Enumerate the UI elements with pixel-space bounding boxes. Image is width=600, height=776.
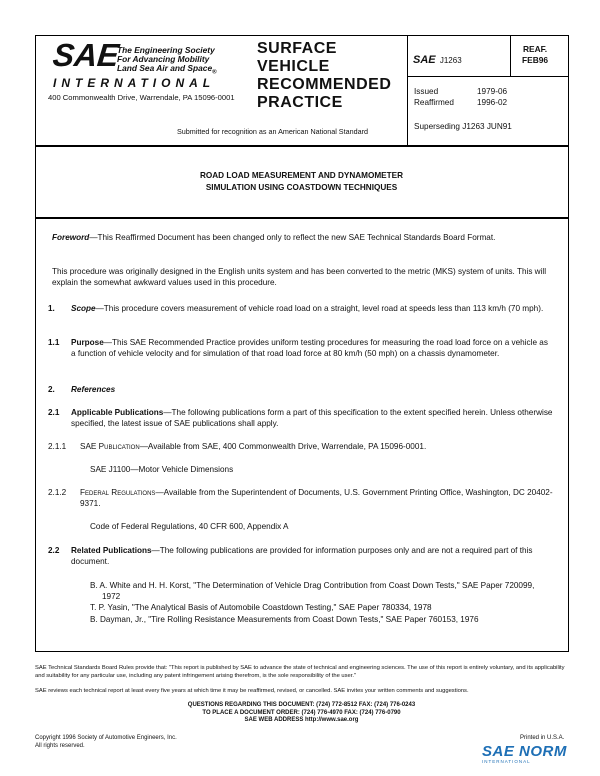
doc-number-block [413, 54, 462, 66]
reaffirmed-label: Reaffirmed [414, 98, 454, 107]
copyright-block [35, 735, 177, 750]
review-statement: SAE reviews each technical report at least every five years at which time it may be reaffirmed, revised, or cancelled. SAE invites your written comments and suggestions. [35, 688, 469, 694]
scope-text: —This procedure covers measurement of vehicle road load on a straight, level road at speeds less than 113 km/h (70 mph). [95, 304, 544, 313]
reference-item: T. P. Yasin, "The Analytical Basis of Automobile Coastdown Testing," SAE Paper 780334, 1978 [90, 603, 432, 613]
sae-publication-text: —Available from SAE, 400 Commonwealth Drive, Warrendale, PA 15096-0001. [139, 442, 427, 451]
section-1 [48, 303, 553, 314]
sae-logo: SAE [51, 37, 121, 73]
foreword-label: Foreword [52, 233, 90, 242]
applicable-publications-label: Applicable Publications [71, 408, 164, 417]
reaffirmed-value: 1996-02 [477, 98, 508, 107]
web-line: SAE WEB ADDRESS http://www.sae.org [244, 717, 359, 724]
federal-regulations-label: Federal Regulations [80, 488, 156, 497]
section-1-num: 1. [48, 304, 55, 313]
related-publications-text: —The following publications are provided for information purposes only and are not a required part of this document. [71, 546, 533, 567]
section-2-2 [48, 545, 553, 567]
reaf-block [522, 44, 548, 66]
foreword [52, 232, 552, 243]
policy-statement: SAE Technical Standards Board Rules provide that: "This report is published by SAE to advance the state of technical and engineering sciences. The use of this report is entirely voluntary, and its applicability and suitability for any particular use, including any patent infringement arising therefrom, is the sole responsibility of the user." [35, 665, 565, 679]
issued-label: Issued [414, 87, 439, 96]
section-2-2-num: 2.2 [48, 546, 60, 555]
reaf-label: REAF. [522, 44, 548, 54]
section-2-1-1 [48, 441, 553, 452]
foreword-text: —This Reaffirmed Document has been changed only to reflect the new SAE Technical Standards Board Format. [89, 233, 496, 242]
sae-publication-label: SAE Publication [80, 442, 140, 451]
purpose-text: —This SAE Recommended Practice provides uniform testing procedures for measuring the road load force on a vehicle as a function of vehicle velocity and for simulation of that road load force at 80 km/h (50 mph) on a chassis dynamometer. [71, 338, 548, 359]
federal-regulations-text: —Available from the Superintendent of Documents, U.S. Government Printing Office, Washington, DC 20402-9371. [80, 488, 553, 509]
section-2-1 [48, 407, 553, 429]
issued-value: 1979-06 [477, 87, 508, 96]
scope-label: Scope [71, 304, 96, 313]
society-line-3: Land Sea Air and Space$_®$ [117, 63, 217, 76]
doc-number: J1263 [439, 56, 462, 65]
section-2-num: 2. [48, 385, 55, 394]
society-name [117, 46, 217, 78]
sae-j1100-ref: SAE J1100—Motor Vehicle Dimensions [90, 465, 234, 474]
submitted-note: Submitted for recognition as an American National Standard [177, 127, 368, 136]
document-type [257, 40, 391, 112]
issue-block [414, 86, 507, 108]
section-2 [48, 384, 553, 395]
references-label: References [71, 385, 116, 394]
section-2-1-2 [48, 487, 553, 509]
society-address: 400 Commonwealth Drive, Warrendale, PA 15096-0001 [48, 93, 235, 102]
section-1-1-num: 1.1 [48, 338, 60, 347]
header-divider-2 [510, 35, 511, 77]
reaf-date: FEB96 [522, 55, 549, 65]
intro-paragraph: This procedure was originally designed in the English units system and has been converted to the metric (MKS) system of units. This will explain the somewhat awkward values used in this procedure. [52, 267, 547, 288]
sae-norm-sub: INTERNATIONAL [482, 759, 531, 764]
title-line-1: ROAD LOAD MEASUREMENT AND DYNAMOMETER [199, 171, 404, 180]
reference-item: B. A. White and H. H. Korst, "The Determination of Vehicle Drag Contribution from Coast Down Tests," SAE Paper 720099, 1972 [90, 581, 535, 602]
society-line-1: The Engineering Society [117, 45, 215, 55]
printed-in: Printed in U.S.A. [520, 735, 565, 741]
international-label: INTERNATIONAL [53, 76, 216, 90]
reference-list [90, 580, 552, 625]
copyright-line: Copyright 1996 Society of Automotive Engineers, Inc. [35, 735, 177, 741]
superseding: Superseding J1263 JUN91 [414, 122, 512, 131]
doc-type-line-3: RECOMMENDED [257, 76, 392, 93]
registered-mark: ® [212, 69, 217, 76]
society-line-2: For Advancing Mobility [117, 54, 210, 64]
contact-block [35, 702, 568, 725]
related-publications-label: Related Publications [71, 546, 152, 555]
applicable-publications-text: —The following publications form a part of this specification to the extent specified herein. Unless otherwise specified, the latest issue of SAE publications shall apply. [71, 408, 553, 429]
doc-type-line-4: PRACTICE [257, 94, 343, 111]
document-title [35, 170, 568, 193]
purpose-label: Purpose [71, 338, 104, 347]
title-line-2: SIMULATION USING COASTDOWN TECHNIQUES [205, 182, 398, 192]
order-line: TO PLACE A DOCUMENT ORDER: (724) 776-4970 FAX: (724) 776-0790 [202, 709, 401, 716]
header-divider [407, 35, 408, 145]
doc-type-line-1: SURFACE [257, 40, 337, 57]
doc-type-line-2: VEHICLE [257, 58, 330, 75]
rights-line: All rights reserved. [35, 742, 85, 749]
section-2-1-num: 2.1 [48, 408, 60, 417]
sae-norm-text: SAE NORM [482, 743, 567, 760]
section-2-1-2-num: 2.1.2 [48, 488, 67, 497]
reference-item: B. Dayman, Jr., "Tire Rolling Resistance Measurements from Coast Down Tests," SAE Paper 760153, 1976 [90, 614, 479, 624]
sae-norm-logo [482, 743, 592, 764]
header-divider-h [407, 76, 568, 77]
cfr-ref: Code of Federal Regulations, 40 CFR 600, Appendix A [90, 522, 289, 531]
section-1-1 [48, 337, 553, 359]
doc-sae-logo: SAE [413, 54, 436, 66]
questions-line: QUESTIONS REGARDING THIS DOCUMENT: (724) 772-8512 FAX: (724) 776-0243 [187, 702, 416, 708]
section-2-1-1-num: 2.1.1 [48, 442, 67, 451]
